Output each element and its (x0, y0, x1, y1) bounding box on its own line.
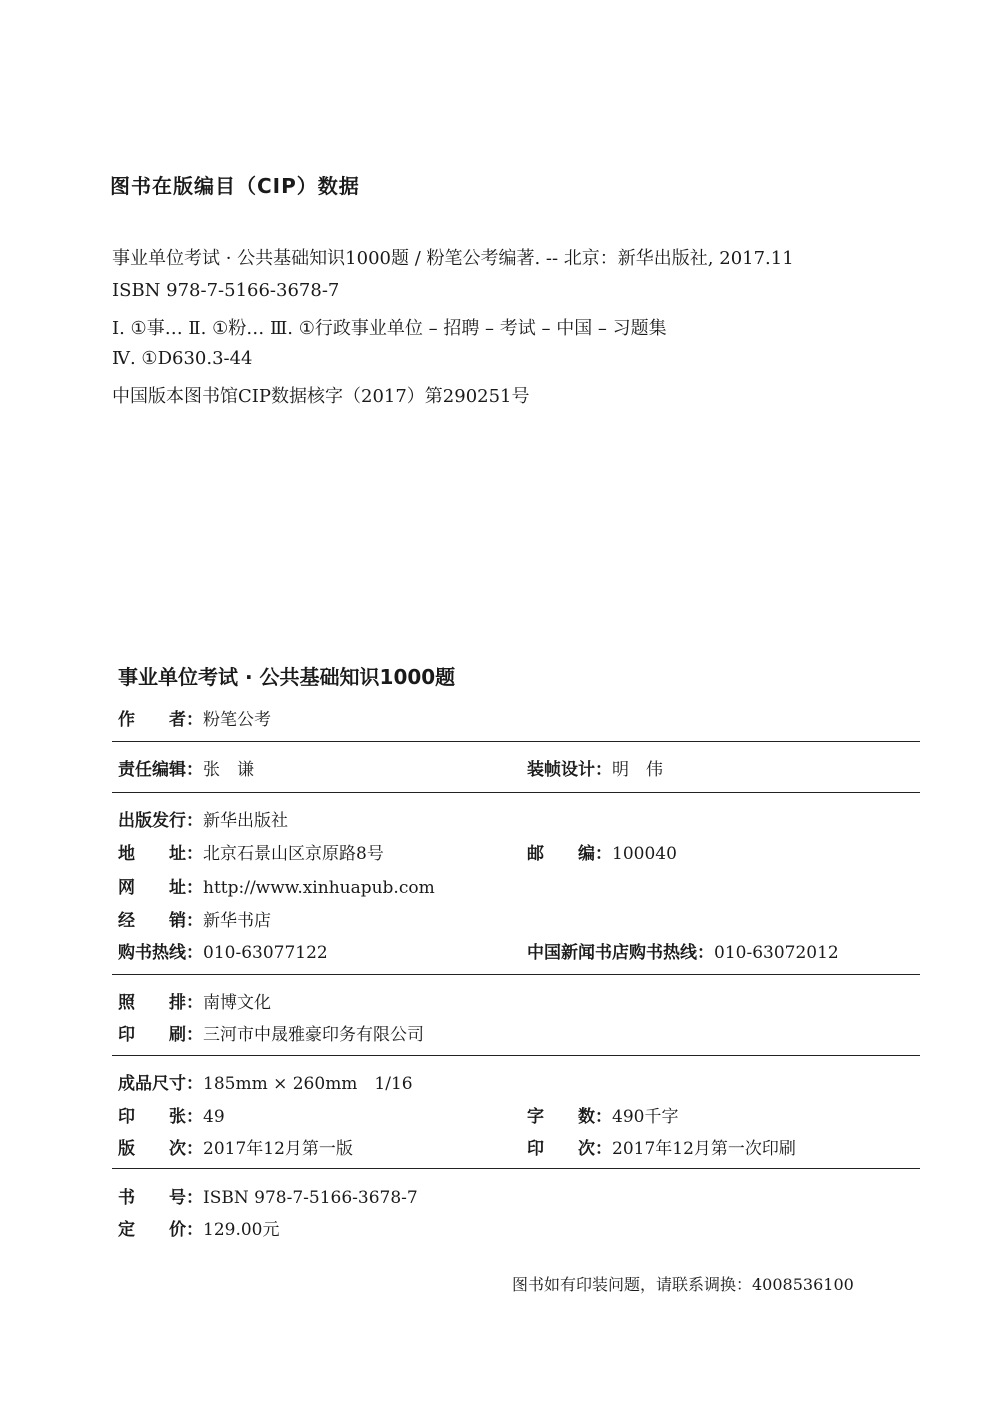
designer-value: 明 伟 (612, 760, 663, 780)
words-row (527, 1102, 678, 1127)
typesetting-row (118, 988, 271, 1013)
words-value: 490千字 (612, 1107, 679, 1127)
address-value: 北京石景山区京原路8号 (203, 844, 384, 864)
editor-value: 张 谦 (203, 760, 254, 780)
divider (112, 974, 920, 975)
publisher-row (118, 806, 288, 831)
edition-value: 2017年12月第一版 (203, 1139, 353, 1159)
author-label: 作 者： (118, 710, 203, 730)
editor-row (118, 755, 254, 780)
footer-note: 图书如有印装问题，请联系调换：4008536100 (512, 1275, 854, 1294)
distributor-label: 经 销： (118, 911, 203, 931)
website-row (118, 873, 435, 898)
cip-title: 图书在版编目（CIP）数据 (110, 174, 360, 198)
hotline-row (118, 938, 328, 963)
isbn-row (118, 1183, 418, 1208)
isbn-value: ISBN 978-7-5166-3678-7 (203, 1188, 418, 1208)
address-label: 地 址： (118, 844, 203, 864)
cip-line-2: ISBN 978-7-5166-3678-7 (112, 280, 340, 301)
sheets-label: 印 张： (118, 1107, 203, 1127)
cip-line-4: Ⅳ. ①D630.3-44 (112, 348, 253, 369)
website-value: http://www.xinhuapub.com (203, 878, 435, 898)
printing-value: 2017年12月第一次印刷 (612, 1139, 796, 1159)
size-row (118, 1069, 413, 1094)
hotline-label: 购书热线： (118, 943, 203, 963)
publisher-value: 新华出版社 (203, 811, 288, 831)
cn-hotline-value: 010-63072012 (714, 943, 839, 963)
hotline-value: 010-63077122 (203, 943, 328, 963)
size-label: 成品尺寸： (118, 1074, 203, 1094)
price-label: 定 价： (118, 1220, 203, 1240)
postcode-row (527, 839, 677, 864)
sheets-value: 49 (203, 1107, 225, 1127)
divider (112, 1168, 920, 1169)
address-row (118, 839, 384, 864)
author-value: 粉笔公考 (203, 710, 271, 730)
price-value: 129.00元 (203, 1220, 280, 1240)
designer-row (527, 755, 663, 780)
distributor-value: 新华书店 (203, 911, 271, 931)
printer-label: 印 刷： (118, 1025, 203, 1045)
publisher-label: 出版发行： (118, 811, 203, 831)
edition-row (118, 1134, 353, 1159)
editor-label: 责任编辑： (118, 760, 203, 780)
printing-label: 印 次： (527, 1139, 612, 1159)
size-value: 185mm × 260mm 1/16 (203, 1074, 413, 1094)
cn-hotline-label: 中国新闻书店购书热线： (527, 943, 714, 963)
isbn-label: 书 号： (118, 1188, 203, 1208)
cip-line-1: 事业单位考试 · 公共基础知识1000题 / 粉笔公考编著. -- 北京：新华出版社, 2017.11 (112, 248, 794, 269)
website-label: 网 址： (118, 878, 203, 898)
distributor-row (118, 906, 271, 931)
designer-label: 装帧设计： (527, 760, 612, 780)
author-row (118, 705, 271, 730)
price-row (118, 1215, 279, 1240)
postcode-label: 邮 编： (527, 844, 612, 864)
postcode-value: 100040 (612, 844, 677, 864)
typesetting-value: 南博文化 (203, 993, 271, 1013)
divider (112, 741, 920, 742)
cn-hotline-row (527, 938, 839, 963)
printing-row (527, 1134, 796, 1159)
divider (112, 1055, 920, 1056)
book-title: 事业单位考试 · 公共基础知识1000题 (118, 665, 456, 689)
divider (112, 792, 920, 793)
sheets-row (118, 1102, 225, 1127)
words-label: 字 数： (527, 1107, 612, 1127)
cip-line-3: Ⅰ. ①事… Ⅱ. ①粉… Ⅲ. ①行政事业单位 – 招聘 – 考试 – 中国 – 习题集 (112, 318, 667, 339)
printer-value: 三河市中晟雅豪印务有限公司 (203, 1025, 424, 1045)
edition-label: 版 次： (118, 1139, 203, 1159)
cip-line-5: 中国版本图书馆CIP数据核字（2017）第290251号 (112, 386, 530, 407)
typesetting-label: 照 排： (118, 993, 203, 1013)
printer-row (118, 1020, 424, 1045)
